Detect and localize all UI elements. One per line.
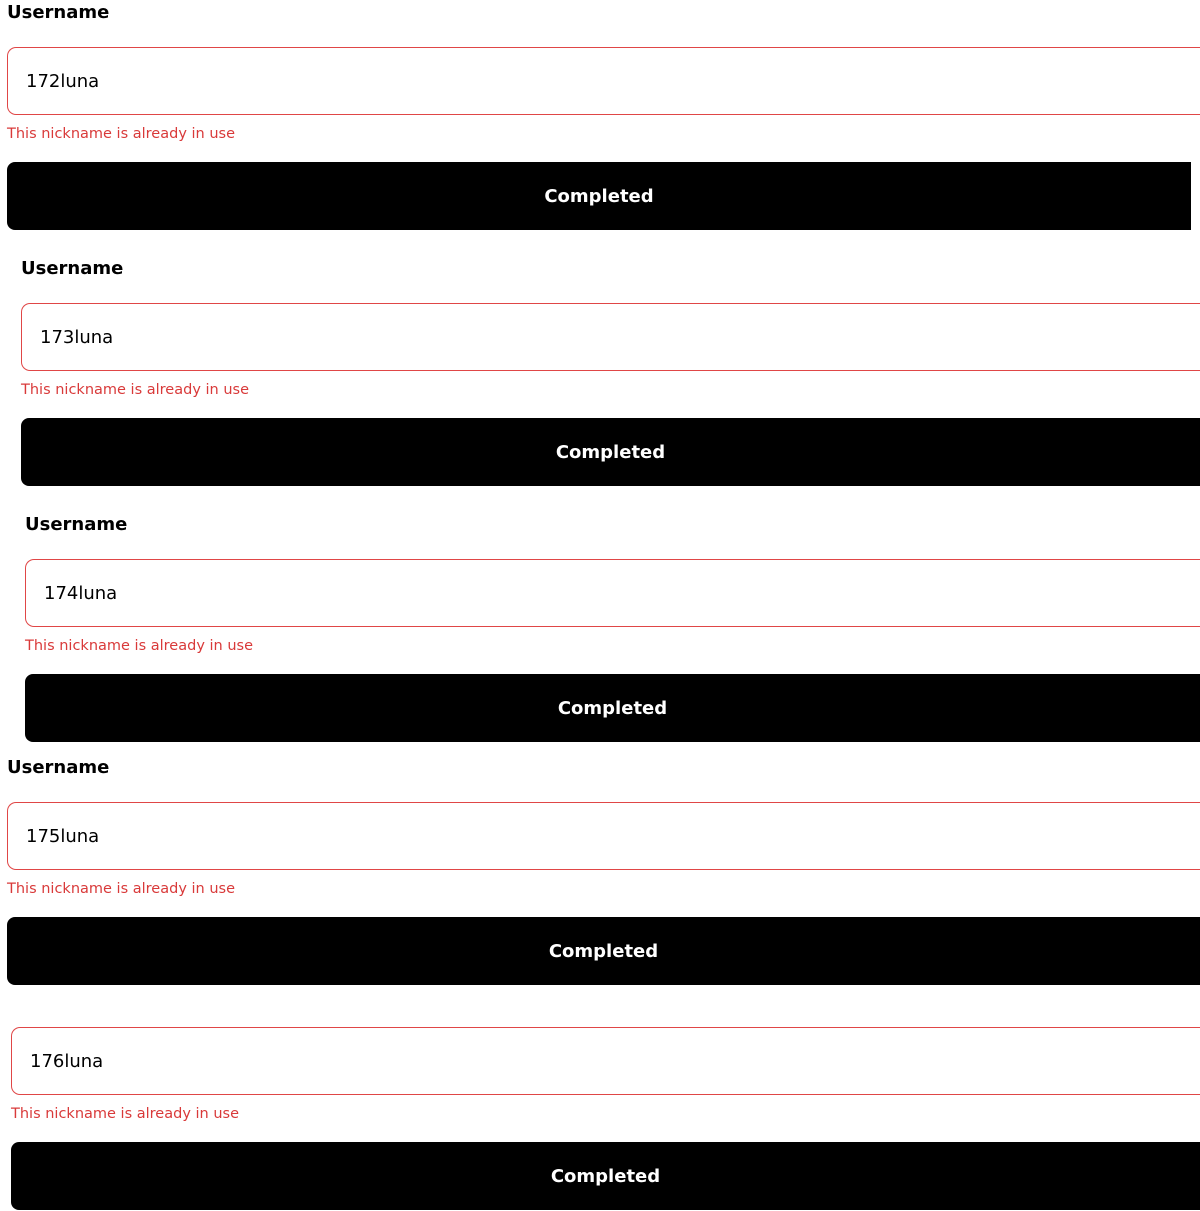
error-message: This nickname is already in use	[21, 382, 249, 398]
username-input[interactable]: 174luna	[25, 559, 1200, 627]
username-input[interactable]: 173luna	[21, 303, 1200, 371]
completed-button[interactable]	[25, 674, 1200, 742]
username-label: Username	[25, 514, 128, 535]
completed-button-label: Completed	[544, 185, 654, 207]
completed-button-label: Completed	[557, 697, 668, 719]
error-message: This nickname is already in use	[7, 126, 235, 142]
username-label: Username	[7, 2, 110, 23]
completed-button[interactable]	[7, 162, 1191, 230]
username-form-5	[11, 981, 1200, 1211]
completed-button-label: Completed	[555, 441, 666, 463]
username-input[interactable]: 172luna	[7, 47, 1200, 115]
username-form-4	[7, 756, 1200, 986]
completed-button-label: Completed	[548, 940, 659, 962]
error-message: This nickname is already in use	[7, 881, 235, 897]
error-message: This nickname is already in use	[11, 1106, 239, 1122]
completed-button[interactable]	[7, 917, 1200, 985]
username-form-3	[25, 513, 1200, 743]
username-form-1	[7, 1, 1200, 231]
username-input[interactable]: 175luna	[7, 802, 1200, 870]
username-label: Username	[7, 757, 110, 778]
username-input[interactable]: 176luna	[11, 1027, 1200, 1095]
error-message: This nickname is already in use	[25, 638, 253, 654]
completed-button-label: Completed	[550, 1165, 661, 1187]
completed-button[interactable]	[21, 418, 1200, 486]
username-label: Username	[21, 258, 124, 279]
username-form-2	[21, 257, 1200, 487]
